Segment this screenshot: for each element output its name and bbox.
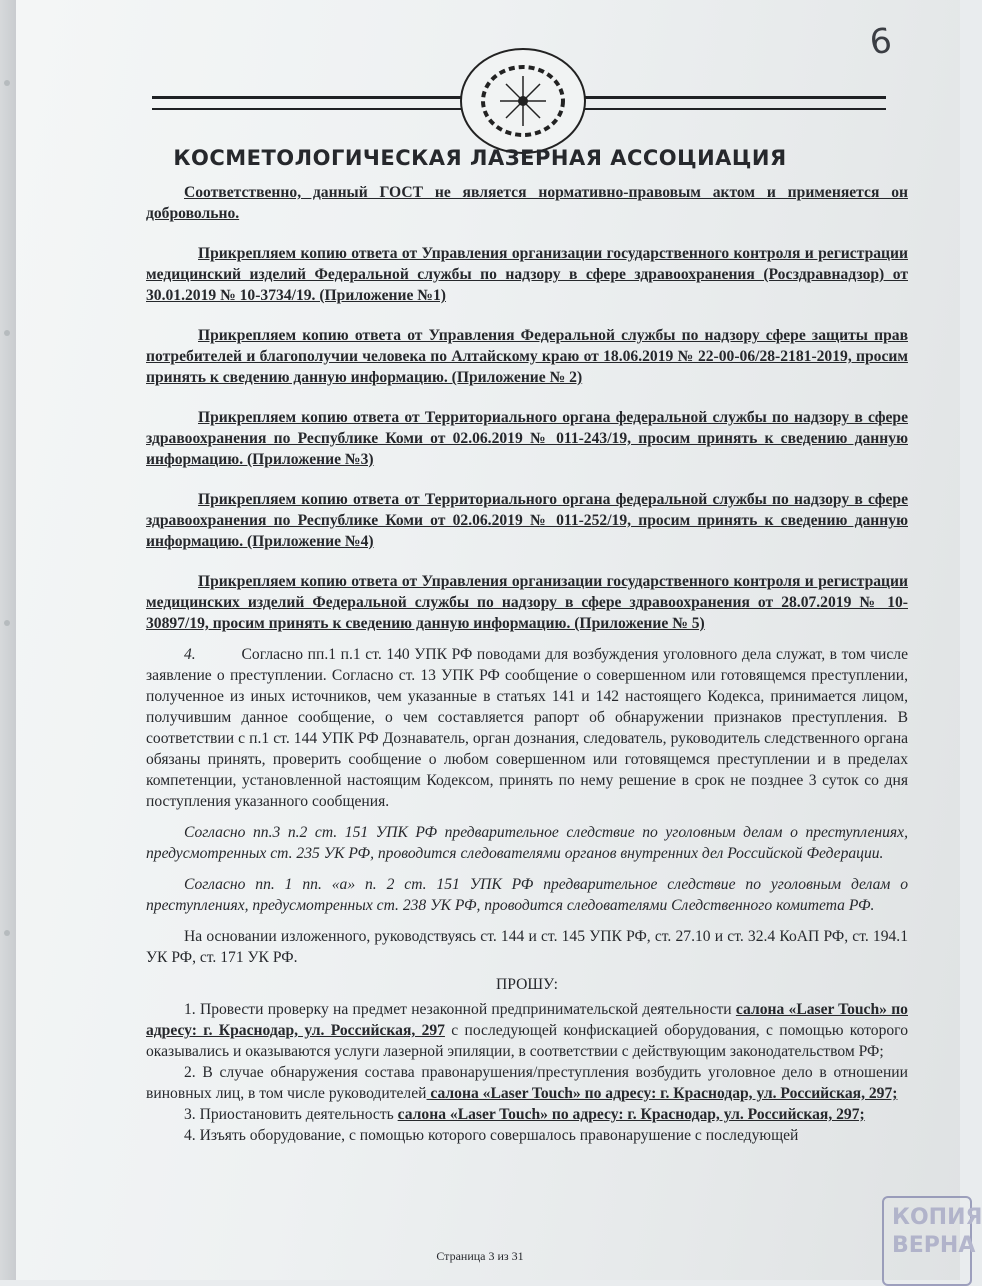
request-item-1-salon: салона «Laser Touch» по адресу: г. Краснодар, ул. Российская, 297 [146,1001,908,1039]
item-4-text: Согласно пп.1 п.1 ст. 140 УПК РФ поводами для возбуждения уголовного дела служат, в том числе заявление о преступлении. Согласно ст. 13 УПК РФ сообщение о совершенном или готовящемся преступлении, полученное из иных источников, чем указанные в статьях 141 и 142 настоящего Кодекса, принимается лицом, получившим данное сообщение, о чем составляется рапорт об обнаружении признаков преступления. В соответствии с п.1 ст. 144 УПК РФ Дознаватель, орган дознания, следователь, руководитель следственного органа обязаны принять, проверить сообщение о любом совершенном или готовящемся преступлении и в пределах компетенции, установленной настоящим Кодексом, принять по нему решение в срок не позднее 3 суток со дня поступления указанного сообщения. [146,646,908,810]
request-item-2-salon: салона «Laser Touch» по адресу: г. Краснодар, ул. Российская, 297; [426,1085,898,1102]
paragraph-attachment-1: Прикрепляем копию ответа от Управления организации государственного контроля и регистрации медицинский изделий Федеральной службы по надзору в сфере здравоохранения (Росздравнадзор) от 30.01.2019 № 10-3734/19. (Приложение №1) [146,245,908,304]
page-number: Страница 3 из 31 [436,1249,524,1263]
paragraph-item-4 [146,644,908,812]
copy-verified-stamp: КОПИЯ ВЕРНА [882,1196,972,1286]
handwritten-mark: 6 [867,20,895,64]
association-seal-logo [458,46,588,156]
request-heading: ПРОШУ: [496,976,558,993]
request-item-3-salon: салона «Laser Touch» по адресу: г. Краснодар, ул. Российская, 297; [397,1106,865,1123]
request-item-3 [146,1104,908,1125]
request-item-3-text: 3. Приостановить деятельность [184,1106,398,1123]
paragraph-article-151-3: Согласно пп.3 п.2 ст. 151 УПК РФ предварительное следствие по уголовным делам о преступлениях, предусмотренных ст. 235 УК РФ, проводится следователями органов внутренних дел Российской Федерации. [146,824,908,862]
paragraph-basis: На основании изложенного, руководствуясь ст. 144 и ст. 145 УПК РФ, ст. 27.10 и ст. 32.4 КоАП РФ, ст. 194.1 УК РФ, ст. 171 УК РФ. [146,928,908,966]
paragraph-gost: Соответственно, данный ГОСТ не является нормативно-правовым актом и применяется он добровольно. [146,184,908,222]
association-name: КОСМЕТОЛОГИЧЕСКАЯ ЛАЗЕРНАЯ АССОЦИАЦИЯ [173,146,787,170]
left-page-edge [0,0,16,1280]
document-body [146,182,908,1146]
request-item-1 [146,999,908,1062]
paragraph-article-151-1: Согласно пп. 1 пп. «а» п. 2 ст. 151 УПК РФ предварительное следствие по уголовным делам о преступлениях, предусмотренных ст. 238 УК РФ, проводится следователями Следственного комитета РФ. [146,876,908,914]
paragraph-attachment-2: Прикрепляем копию ответа от Управления Федеральной службы по надзору сфере защиты прав потребителей и благополучии человека по Алтайскому краю от 18.06.2019 № 22-00-06/28-2181-2019, просим принять к сведению данную информацию. (Приложение № 2) [146,327,908,386]
paragraph-attachment-5: Прикрепляем копию ответа от Управления организации государственного контроля и регистрации медицинских изделий Федеральной службы по надзору в сфере здравоохранения от 28.07.2019 № 10-30897/19, просим принять к сведению данную информацию. (Приложение № 5) [146,573,908,632]
item-number: 4. [184,646,196,663]
request-item-1-text: 1. Провести проверку на предмет незаконной предпринимательской деятельности [184,1001,736,1018]
request-item-2 [146,1062,908,1104]
request-item-4: 4. Изъять оборудование, с помощью которого совершалось правонарушение с последующей [184,1127,799,1144]
paragraph-attachment-3: Прикрепляем копию ответа от Территориального органа федеральной службы по надзору в сфере здравоохранения по Республике Коми от 02.06.2019 № 011-243/19, просим принять к сведению данную информацию. (Приложение №3) [146,409,908,468]
paragraph-attachment-4: Прикрепляем копию ответа от Территориального органа федеральной службы по надзору в сфере здравоохранения по Республике Коми от 02.06.2019 № 011-252/19, просим принять к сведению данную информацию. (Приложение №4) [146,491,908,550]
request-item-2-text: 2. В случае обнаружения состава правонарушения/преступления возбудить уголовное дело в отношении виновных лиц, в том числе руководителей [146,1064,908,1102]
request-item-1-rest: с последующей конфискацией оборудования, с помощью которого оказывались и оказываются услуги лазерной эпиляции, в соответствии с действующим законодательством РФ; [146,1022,908,1060]
